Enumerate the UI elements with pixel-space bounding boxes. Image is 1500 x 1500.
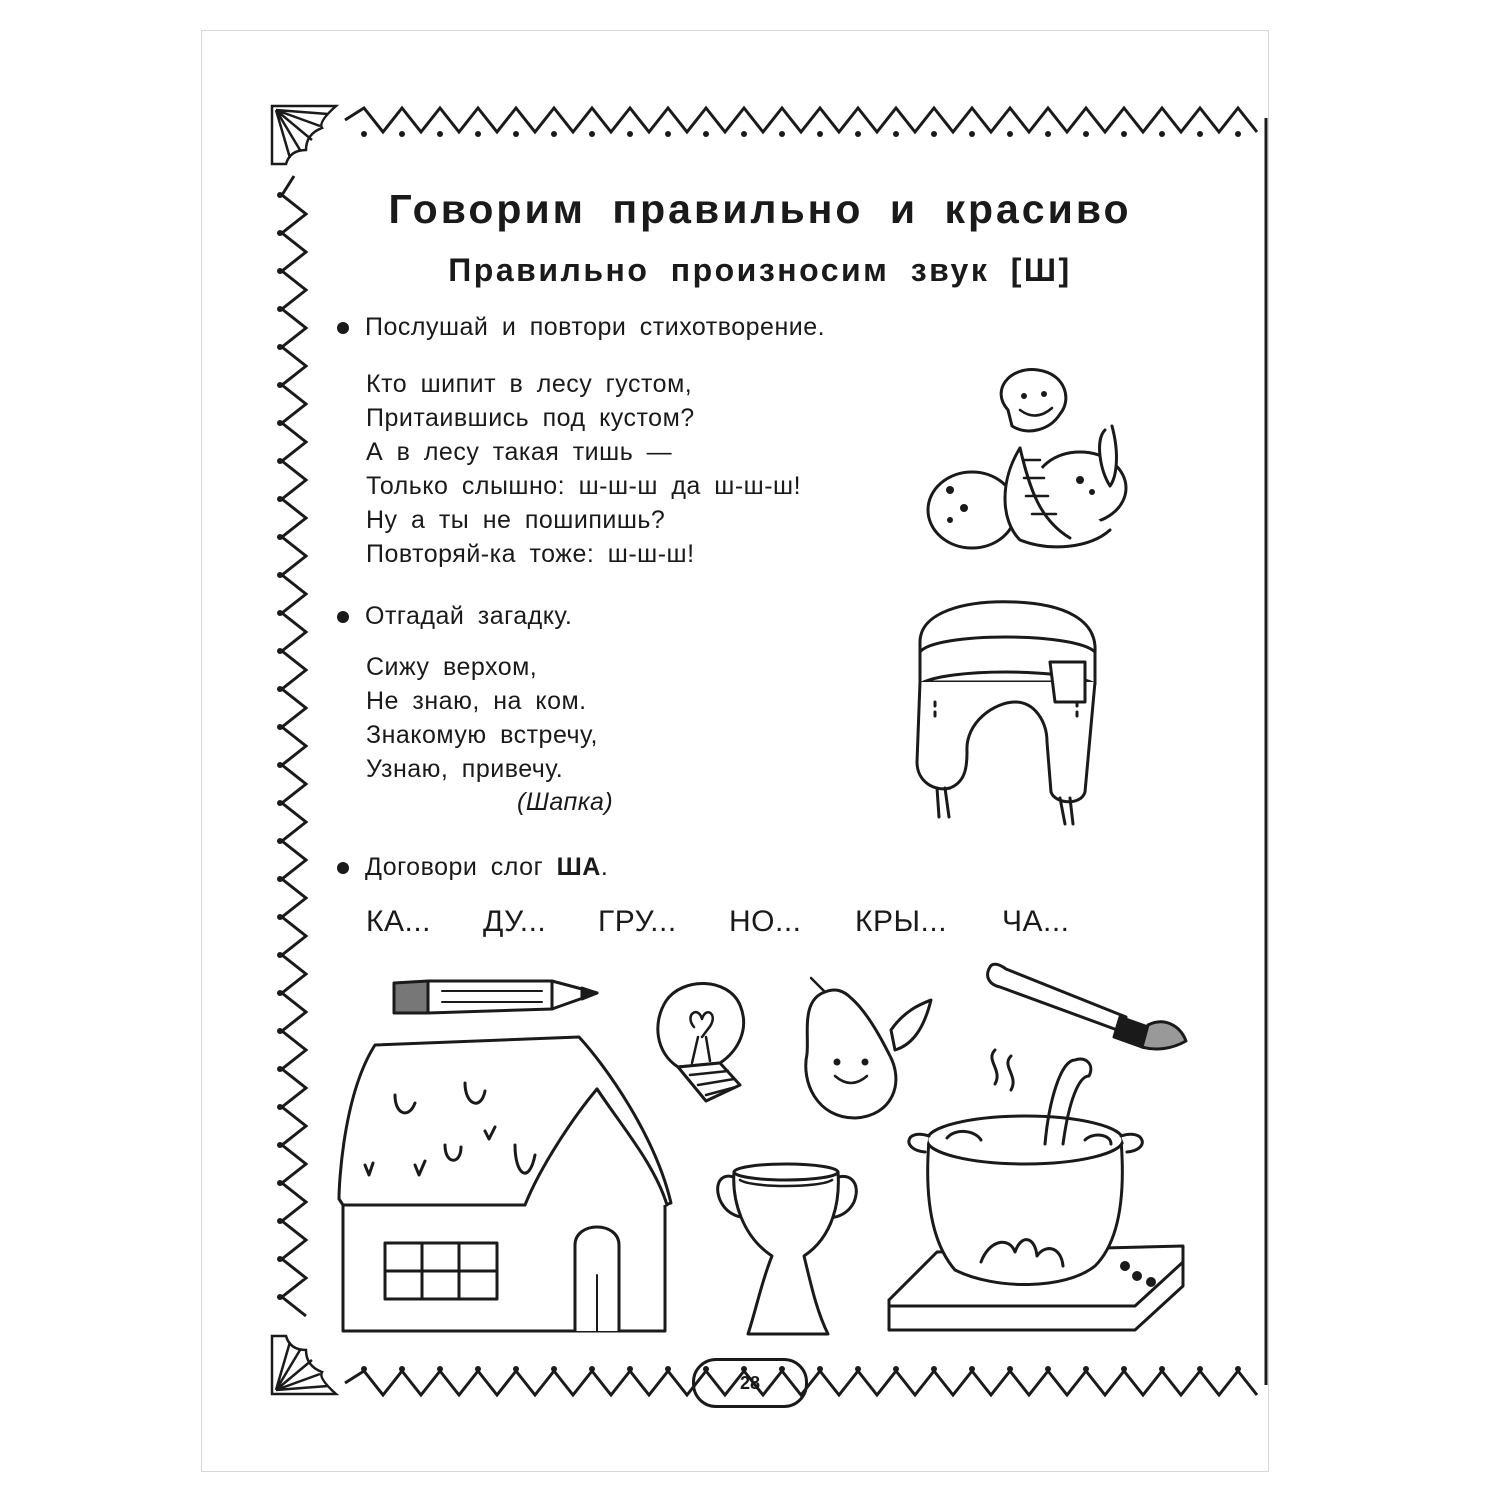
border-dot bbox=[361, 1366, 367, 1372]
bullet-dot bbox=[337, 862, 349, 874]
border-dot bbox=[277, 458, 283, 464]
border-dot bbox=[931, 1366, 937, 1372]
syllable-item: ДУ... bbox=[483, 905, 547, 938]
border-dot bbox=[277, 382, 283, 388]
corner-fan-top-left-icon bbox=[272, 106, 336, 164]
border-dot bbox=[277, 724, 283, 730]
riddle-line: Знакомую встречу, bbox=[366, 721, 598, 749]
border-dot bbox=[551, 1366, 557, 1372]
border-dot bbox=[779, 131, 785, 137]
ushanka-hat-icon bbox=[905, 592, 1115, 837]
riddle bbox=[366, 650, 598, 786]
border-dot bbox=[589, 131, 595, 137]
border-dot bbox=[277, 1104, 283, 1110]
border-dot bbox=[1197, 131, 1203, 137]
border-dot bbox=[277, 648, 283, 654]
border-dot bbox=[277, 420, 283, 426]
border-dot bbox=[627, 1366, 633, 1372]
border-dot bbox=[277, 1142, 283, 1148]
border-dot bbox=[277, 1256, 283, 1262]
border-dot bbox=[475, 131, 481, 137]
instruction-text: Отгадай загадку. bbox=[365, 602, 573, 630]
top-zigzag-border bbox=[345, 108, 1257, 132]
border-dot bbox=[399, 1366, 405, 1372]
border-dot bbox=[969, 1366, 975, 1372]
page-title: Говорим правильно и красиво bbox=[388, 186, 1132, 232]
border-dot bbox=[277, 534, 283, 540]
page-number: 28 bbox=[692, 1358, 808, 1408]
border-dot bbox=[1007, 131, 1013, 137]
border-dot bbox=[277, 610, 283, 616]
border-dot bbox=[1121, 1366, 1127, 1372]
border-dot bbox=[277, 1180, 283, 1186]
syllable-item: ЧА... bbox=[1002, 905, 1070, 938]
poem-line: Повторяй-ка тоже: ш-ш-ш! bbox=[366, 540, 695, 568]
syllable-item: НО... bbox=[729, 905, 802, 938]
riddle-line: Сижу верхом, bbox=[366, 653, 538, 681]
border-dot bbox=[277, 1218, 283, 1224]
border-dot bbox=[277, 686, 283, 692]
border-dot bbox=[627, 131, 633, 137]
syllable-item: ГРУ... bbox=[598, 905, 677, 938]
poem-line: Только слышно: ш-ш-ш да ш-ш-ш! bbox=[366, 472, 802, 500]
border-dot bbox=[277, 1028, 283, 1034]
border-dot bbox=[277, 1066, 283, 1072]
bullet-dot bbox=[337, 611, 349, 623]
border-dot bbox=[361, 131, 367, 137]
border-dot bbox=[277, 306, 283, 312]
snake-icon bbox=[920, 360, 1150, 560]
riddle-line: Не знаю, на ком. bbox=[366, 687, 587, 715]
border-dot bbox=[277, 192, 283, 198]
border-dot bbox=[513, 131, 519, 137]
pencil-icon bbox=[392, 975, 602, 1020]
border-dot bbox=[277, 838, 283, 844]
poem-line: Притаившись под кустом? bbox=[366, 404, 695, 432]
border-dot bbox=[1083, 131, 1089, 137]
border-dot bbox=[931, 131, 937, 137]
border-dot bbox=[893, 1366, 899, 1372]
border-dot bbox=[277, 230, 283, 236]
border-dot bbox=[277, 800, 283, 806]
riddle-line: Узнаю, привечу. bbox=[366, 755, 564, 783]
bullet-dot bbox=[337, 322, 349, 334]
border-dot bbox=[1007, 1366, 1013, 1372]
border-dot bbox=[277, 952, 283, 958]
border-dot bbox=[277, 914, 283, 920]
border-dot bbox=[589, 1366, 595, 1372]
border-dot bbox=[1159, 1366, 1165, 1372]
poem-line: Кто шипит в лесу густом, bbox=[366, 370, 693, 398]
syllable-item: КРЫ... bbox=[855, 905, 948, 938]
border-dot bbox=[703, 131, 709, 137]
syllable-item: КА... bbox=[366, 905, 431, 938]
border-dot bbox=[1235, 131, 1241, 137]
border-dot bbox=[277, 268, 283, 274]
instruction-listen bbox=[337, 313, 825, 342]
border-dot bbox=[277, 496, 283, 502]
border-dot bbox=[437, 1366, 443, 1372]
border-dot bbox=[475, 1366, 481, 1372]
border-dot bbox=[665, 131, 671, 137]
border-dot bbox=[817, 131, 823, 137]
instruction-riddle bbox=[337, 602, 572, 631]
page-subtitle: Правильно произносим звук [Ш] bbox=[448, 252, 1072, 288]
corner-fan-bottom-left-icon bbox=[272, 1336, 336, 1394]
border-dot bbox=[277, 876, 283, 882]
border-dot bbox=[1197, 1366, 1203, 1372]
border-dot bbox=[1045, 131, 1051, 137]
border-dot bbox=[893, 131, 899, 137]
cooking-pot-on-stove-icon bbox=[885, 1040, 1185, 1340]
border-dot bbox=[741, 131, 747, 137]
instruction-punct: . bbox=[600, 853, 609, 881]
border-dot bbox=[551, 131, 557, 137]
poem bbox=[366, 367, 801, 571]
instruction-syllable bbox=[337, 853, 608, 882]
border-dot bbox=[1235, 1366, 1241, 1372]
poem-line: Ну а ты не пошипишь? bbox=[366, 506, 666, 534]
syllable-highlight: ША bbox=[556, 853, 601, 881]
border-dot bbox=[969, 131, 975, 137]
goblet-icon bbox=[712, 1160, 872, 1340]
riddle-answer: (Шапка) bbox=[517, 788, 614, 816]
border-dot bbox=[855, 1366, 861, 1372]
border-dot bbox=[1045, 1366, 1051, 1372]
border-dot bbox=[1159, 131, 1165, 137]
border-dot bbox=[277, 990, 283, 996]
border-dot bbox=[437, 131, 443, 137]
border-dot bbox=[277, 572, 283, 578]
instruction-text: Послушай и повтори стихотворение. bbox=[365, 313, 826, 341]
border-dot bbox=[1121, 131, 1127, 137]
border-dot bbox=[277, 762, 283, 768]
border-dot bbox=[1083, 1366, 1089, 1372]
border-dot bbox=[665, 1366, 671, 1372]
border-dot bbox=[277, 344, 283, 350]
border-dot bbox=[399, 131, 405, 137]
border-dot bbox=[855, 131, 861, 137]
border-dot bbox=[513, 1366, 519, 1372]
left-zigzag-border bbox=[282, 176, 306, 1316]
border-dot bbox=[817, 1366, 823, 1372]
instruction-text: Договори слог bbox=[365, 853, 557, 881]
poem-line: А в лесу такая тишь — bbox=[366, 438, 673, 466]
border-dot bbox=[277, 1294, 283, 1300]
house-icon bbox=[335, 1035, 675, 1335]
